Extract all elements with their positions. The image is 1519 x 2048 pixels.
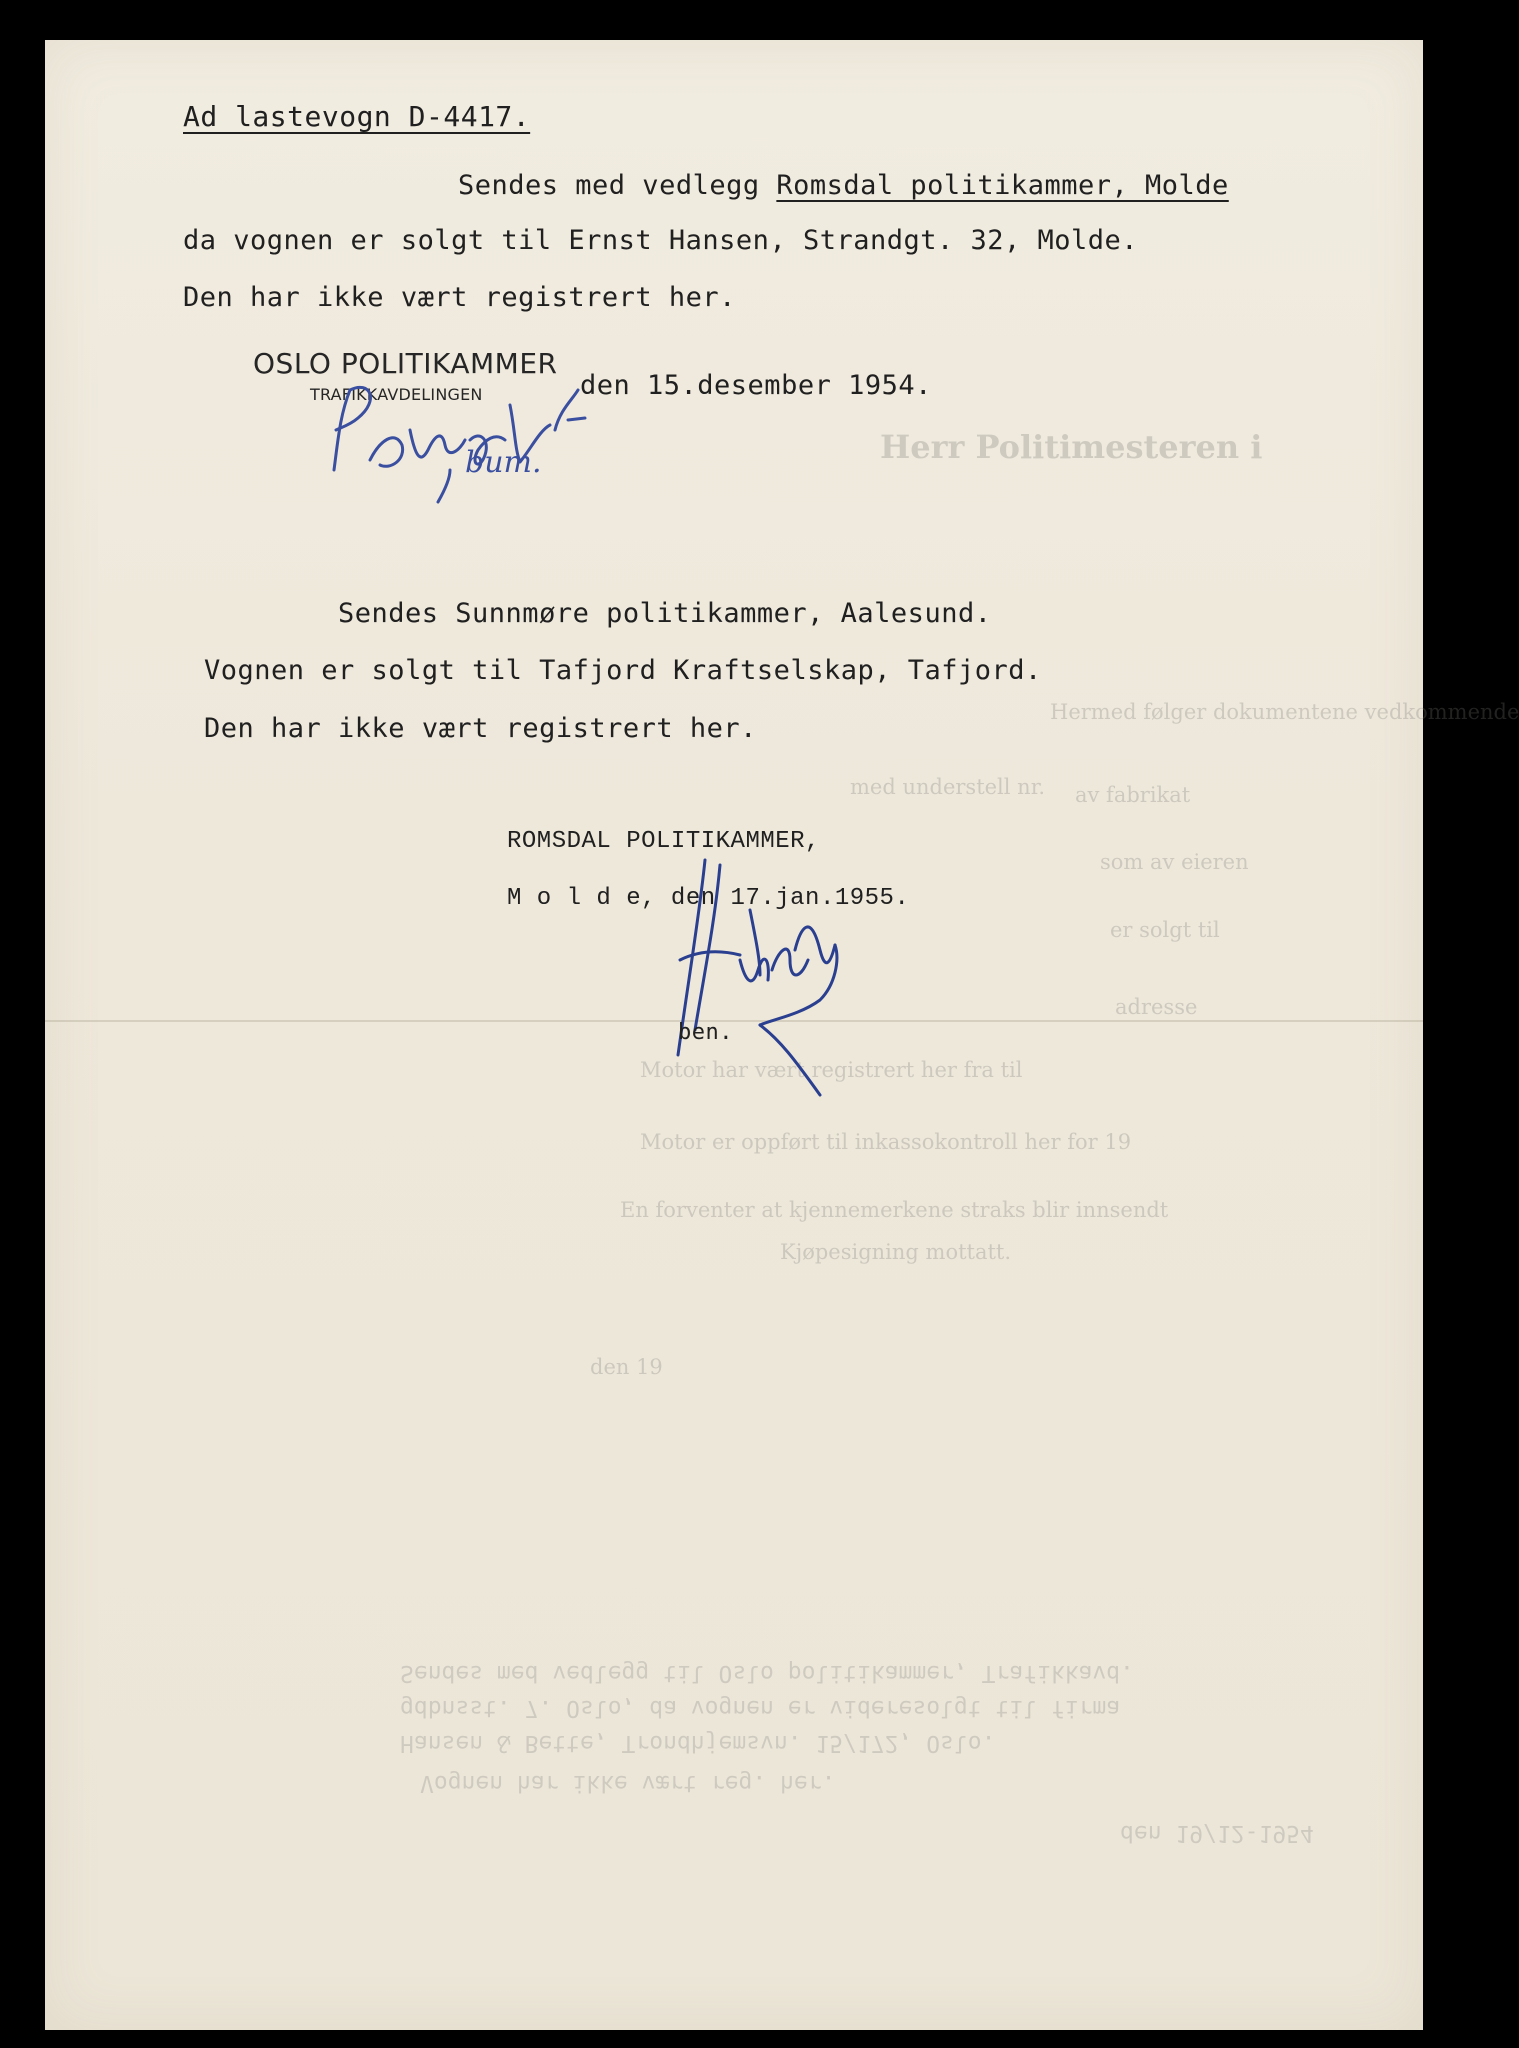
ghost-heading: Herr Politimesteren i bbox=[880, 428, 1263, 466]
document-subject: Ad lastevogn D-4417. bbox=[183, 100, 531, 133]
stamp-org-name: OSLO POLITIKAMMER bbox=[253, 347, 558, 380]
recipient-office: Romsdal politikammer, Molde bbox=[776, 170, 1229, 201]
ghost-line: Motor har vært registrert her fra til bbox=[640, 1058, 1023, 1082]
mirrored-line: Hansen & Bette, Trondhjemsvn. 15/172, Oslo. bbox=[400, 1730, 996, 1756]
ghost-line: som av eieren bbox=[1100, 850, 1249, 874]
ghost-line: er solgt til bbox=[1110, 918, 1220, 942]
signature-oslo bbox=[310, 370, 630, 510]
signature-molde bbox=[660, 850, 860, 1110]
endorsement-2-line-3: Den har ikke vært registrert her. bbox=[204, 713, 757, 744]
ghost-line: Kjøpesigning mottatt. bbox=[780, 1240, 1012, 1264]
ghost-line: Motor er oppført til inkassokontroll her for 19 bbox=[640, 1130, 1132, 1154]
mirrored-line: Sendes med vedlegg til Oslo politikammer, Trafikkavd. bbox=[400, 1660, 1134, 1686]
endorsement-2-line-1: Sendes Sunnmøre politikammer, Aalesund. bbox=[338, 598, 992, 629]
stamp-dept-name: TRAFIKKAVDELINGEN bbox=[310, 385, 483, 404]
endorsement-1-line-3: Den har ikke vært registrert her. bbox=[183, 282, 736, 313]
ghost-line: adresse bbox=[1115, 995, 1198, 1019]
signature-note-oslo: bum. bbox=[465, 445, 542, 480]
line-prefix: Sendes med vedlegg bbox=[458, 170, 777, 201]
ghost-line: med understell nr. bbox=[850, 775, 1046, 799]
endorsement-2-org: ROMSDAL POLITIKAMMER, bbox=[507, 828, 820, 855]
ghost-line: En forventer at kjennemerkene straks blir innsendt bbox=[620, 1198, 1169, 1222]
endorsement-2-line-2: Vognen er solgt til Tafjord Kraftselskap, Tafjord. bbox=[204, 655, 1042, 686]
mirrored-line: Vognen har ikke vært reg. her. bbox=[420, 1770, 836, 1796]
ghost-line: av fabrikat bbox=[1075, 783, 1191, 807]
endorsement-2-place-date: M o l d e, den 17.jan.1955. bbox=[507, 885, 910, 912]
ghost-line: Hermed følger dokumentene vedkommende bbox=[1050, 700, 1519, 724]
mirrored-line: gdbnsst. 7. Oslo, da vognen er videresolgt til firma bbox=[400, 1695, 1121, 1721]
endorsement-1-line-1 bbox=[458, 170, 1229, 201]
mirrored-line: den 19/12-1954 bbox=[1120, 1820, 1314, 1846]
ghost-line: den 19 bbox=[590, 1355, 663, 1379]
endorsement-1-line-2: da vognen er solgt til Ernst Hansen, Strandgt. 32, Molde. bbox=[183, 225, 1139, 256]
endorsement-1-date: den 15.desember 1954. bbox=[580, 370, 932, 401]
signature-note-molde: ben. bbox=[678, 1020, 733, 1045]
